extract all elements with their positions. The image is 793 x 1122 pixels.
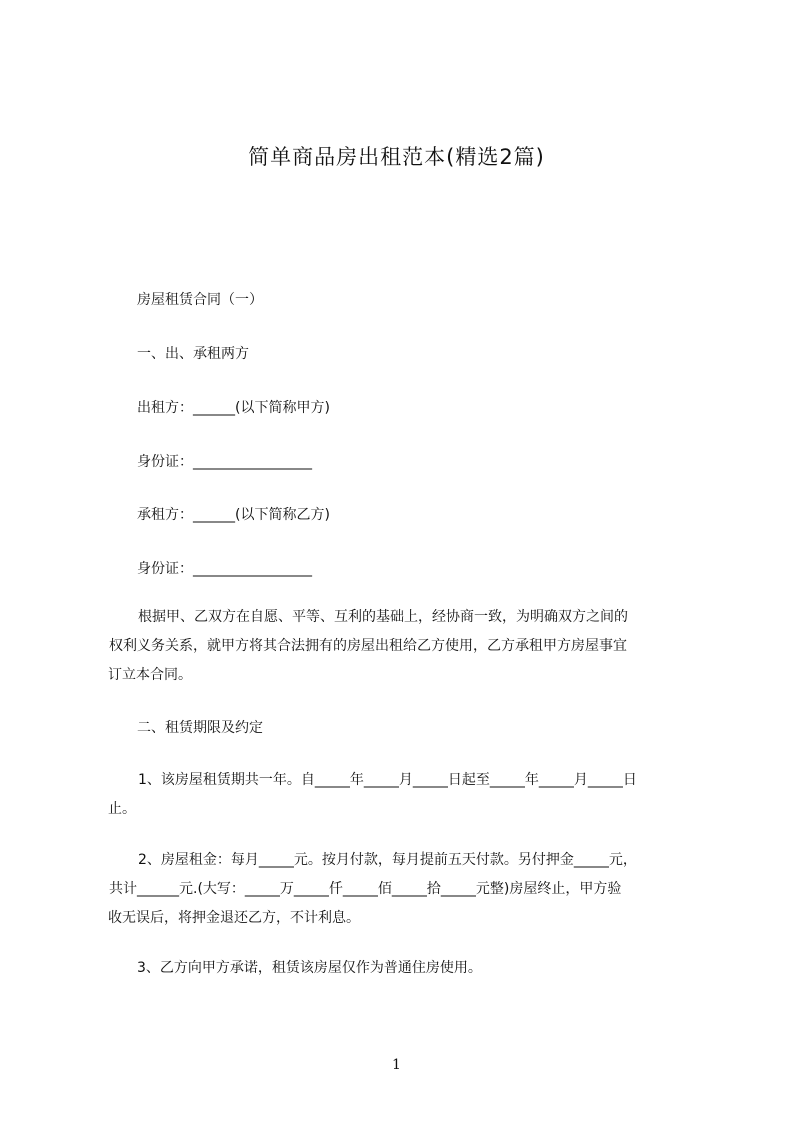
clause-3-line: 3、乙方向甲方承诺，租赁该房屋仅作为普通住房使用。 [137, 960, 482, 976]
preamble-line-3: 订立本合同。 [108, 667, 192, 683]
clause-2-line-1: 2、房屋租金：每月_____元。按月付款，每月提前五天付款。另付押金_____元， [138, 852, 637, 868]
part1-heading: 一、出、承租两方 [137, 346, 249, 362]
section-heading: 房屋租赁合同（一） [137, 292, 263, 308]
clause-2-paragraph [108, 846, 637, 933]
lessee-id-line: 身份证：_________________ [137, 561, 312, 577]
clause-1-line-1: 1、该房屋租赁期共一年。自_____年_____月_____日起至_____年_____月_____日 [138, 772, 637, 788]
preamble-line-1: 根据甲、乙双方在自愿、平等、互利的基础上，经协商一致，为明确双方之间的 [138, 609, 628, 625]
lessor-line: 出租方：______(以下简称甲方) [137, 400, 330, 416]
lessor-id-line: 身份证：_________________ [137, 454, 312, 470]
clause-1-paragraph [108, 766, 637, 824]
lessee-line: 承租方：______(以下简称乙方) [137, 507, 330, 523]
document-title: 简单商品房出租范本(精选2篇) [248, 145, 545, 169]
clause-2-line-3: 收无误后，将押金退还乙方，不计利息。 [108, 910, 360, 926]
page-number: 1 [392, 1057, 401, 1073]
clause-1-line-2: 止。 [108, 801, 136, 817]
preamble-paragraph [108, 603, 628, 690]
part2-heading: 二、租赁期限及约定 [137, 720, 263, 736]
preamble-line-2: 权利义务关系，就甲方将其合法拥有的房屋出租给乙方使用，乙方承租甲方房屋事宜 [109, 638, 627, 654]
clause-2-line-2: 共计______元.(大写：_____万_____仟_____佰_____拾_____元整)房屋终止，甲方验 [109, 881, 622, 897]
